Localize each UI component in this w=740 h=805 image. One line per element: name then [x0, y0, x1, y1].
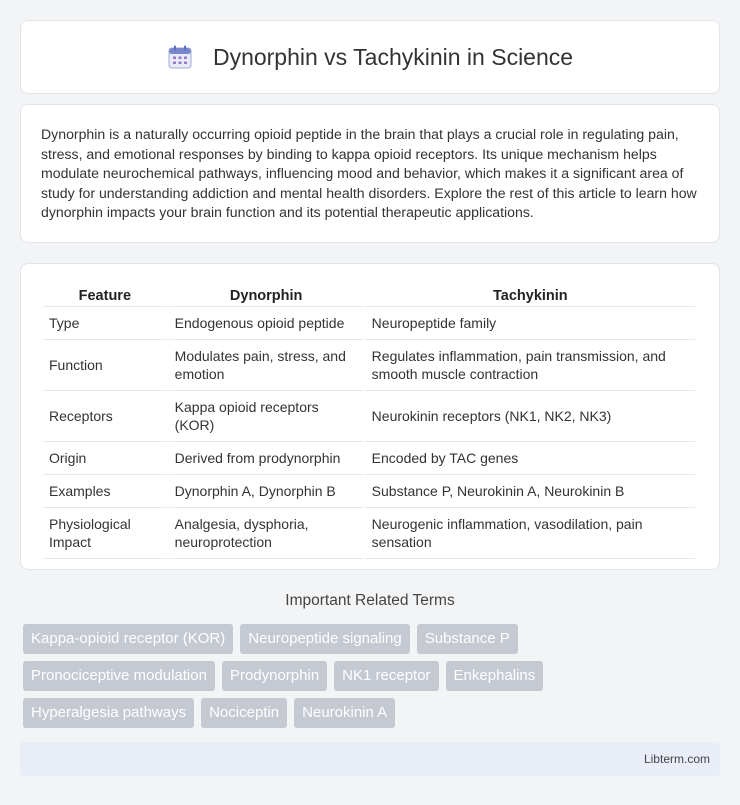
related-terms-title: Important Related Terms	[285, 592, 455, 609]
term-tag[interactable]: Nociceptin	[201, 698, 287, 728]
title-card	[20, 20, 720, 94]
cell-tachykinin: Encoded by TAC genes	[366, 442, 695, 475]
cell-feature: Physiological Impact	[43, 508, 167, 559]
term-tag[interactable]: Kappa-opioid receptor (KOR)	[23, 624, 233, 654]
cell-tachykinin: Neurokinin receptors (NK1, NK2, NK3)	[366, 391, 695, 442]
cell-tachykinin: Neuropeptide family	[366, 307, 695, 340]
footer	[20, 742, 720, 776]
cell-feature: Function	[43, 340, 167, 391]
term-tag[interactable]: Enkephalins	[446, 661, 544, 691]
comparison-table	[41, 284, 697, 559]
table-row	[43, 391, 695, 442]
comparison-card	[20, 263, 720, 570]
cell-tachykinin: Regulates inflammation, pain transmission, and smooth muscle contraction	[366, 340, 695, 391]
page-title: Dynorphin vs Tachykinin in Science	[212, 43, 574, 70]
cell-feature: Examples	[43, 475, 167, 508]
table-row	[43, 442, 695, 475]
cell-feature: Type	[43, 307, 167, 340]
header-dynorphin: Dynorphin	[169, 284, 364, 307]
related-terms-list	[23, 624, 713, 728]
table-row	[43, 475, 695, 508]
term-tag[interactable]: Neurokinin A	[294, 698, 395, 728]
cell-dynorphin: Kappa opioid receptors (KOR)	[169, 391, 364, 442]
term-tag[interactable]: Pronociceptive modulation	[23, 661, 215, 691]
cell-tachykinin: Substance P, Neurokinin A, Neurokinin B	[366, 475, 695, 508]
cell-dynorphin: Modulates pain, stress, and emotion	[169, 340, 364, 391]
calendar-icon	[167, 44, 193, 70]
term-tag[interactable]: Hyperalgesia pathways	[23, 698, 194, 728]
term-tag[interactable]: NK1 receptor	[334, 661, 438, 691]
intro-paragraph: Dynorphin is a naturally occurring opioid peptide in the brain that plays a crucial role in regulating pain, stress, and emotional responses by binding to kappa opioid receptors. Its unique mechanism helps modulate neurochemical pathways, influencing mood and behavior, which makes it a significant area of study for understanding addiction and mental health disorders. Explore the rest of this article to learn how dynorphin impacts your brain function and its potential therapeutic applications.	[41, 126, 697, 221]
cell-dynorphin: Endogenous opioid peptide	[169, 307, 364, 340]
cell-dynorphin: Analgesia, dysphoria, neuroprotection	[169, 508, 364, 559]
table-row	[43, 508, 695, 559]
intro-card	[20, 104, 720, 243]
cell-feature: Receptors	[43, 391, 167, 442]
cell-dynorphin: Dynorphin A, Dynorphin B	[169, 475, 364, 508]
table-header-row	[43, 284, 695, 307]
footer-site-link[interactable]: Libterm.com	[643, 752, 710, 766]
table-row	[43, 340, 695, 391]
header-tachykinin: Tachykinin	[366, 284, 695, 307]
term-tag[interactable]: Substance P	[417, 624, 518, 654]
header-feature: Feature	[43, 284, 167, 307]
cell-feature: Origin	[43, 442, 167, 475]
cell-tachykinin: Neurogenic inflammation, vasodilation, pain sensation	[366, 508, 695, 559]
cell-dynorphin: Derived from prodynorphin	[169, 442, 364, 475]
table-row	[43, 307, 695, 340]
term-tag[interactable]: Neuropeptide signaling	[240, 624, 409, 654]
term-tag[interactable]: Prodynorphin	[222, 661, 327, 691]
